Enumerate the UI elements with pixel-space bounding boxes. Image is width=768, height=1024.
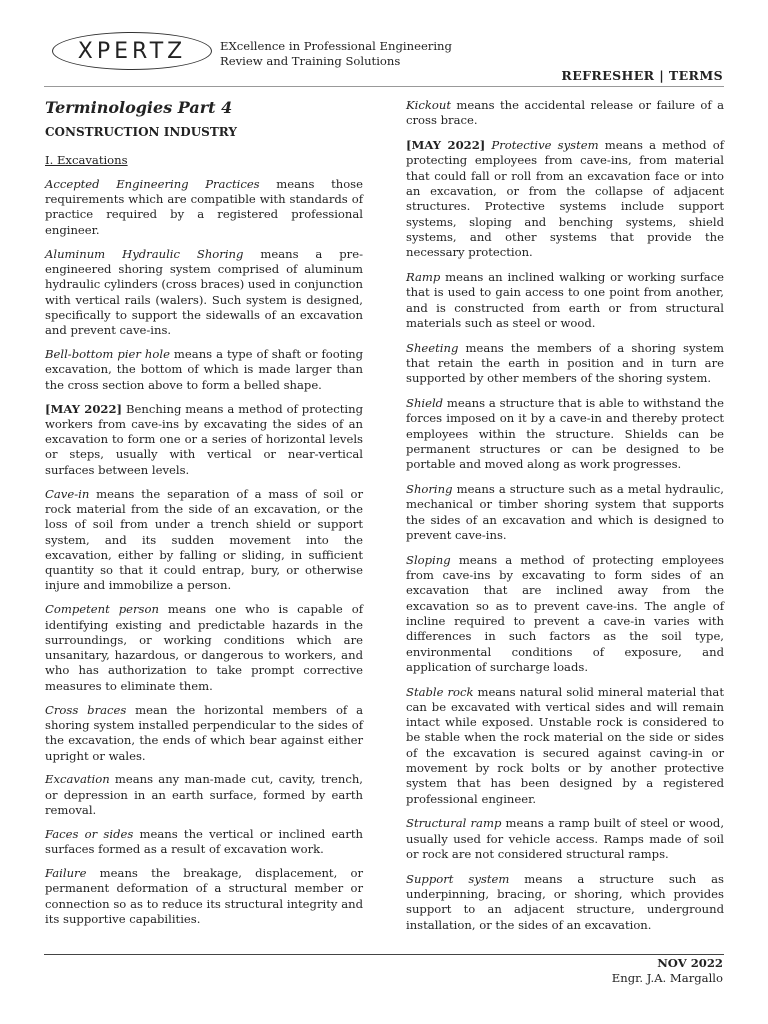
page-header bbox=[0, 0, 768, 90]
entry-term: Structural ramp bbox=[406, 816, 502, 831]
entry-term: Failure bbox=[45, 866, 87, 881]
glossary-entry bbox=[45, 602, 363, 694]
entry-definition: means a pre-engineered shoring system comprised of aluminum hydraulic cylinders (cross braces) used in conjunction with vertical rails (walers). Such system is designed, specifically to support the sidewalls of an excavation and prevent cave-ins. bbox=[45, 246, 363, 338]
glossary-entry bbox=[406, 98, 724, 129]
glossary-entry bbox=[406, 685, 724, 807]
entry-definition: means a structure such as underpinning, bracing, or shoring, which provides support to an adjacent structure, underground installation, or the sides of an excavation. bbox=[406, 871, 724, 932]
entry-term: Cross braces bbox=[45, 702, 127, 717]
entry-definition: means any man-made cut, cavity, trench, or depression in an earth surface, formed by earth removal. bbox=[45, 772, 363, 818]
glossary-entry bbox=[45, 703, 363, 764]
entry-term: Accepted Engineering Practices bbox=[45, 176, 260, 191]
entry-term: Competent person bbox=[45, 602, 159, 617]
entry-definition: Benching means a method of protecting workers from cave-ins by excavating the sides of an excavation to form one or a series of horizontal levels or steps, usually with vertical or near-vertical surfaces between levels. bbox=[45, 401, 363, 477]
entry-definition: means the accidental release or failure of a cross brace. bbox=[406, 98, 724, 128]
glossary-entry bbox=[45, 772, 363, 818]
glossary-entry bbox=[406, 270, 724, 331]
glossary-entry bbox=[45, 347, 363, 393]
tagline-line-2: Review and Training Solutions bbox=[220, 54, 401, 68]
refresher-terms-label: REFRESHER | TERMS bbox=[561, 68, 723, 83]
glossary-entry bbox=[45, 487, 363, 594]
entry-term: Protective system bbox=[485, 138, 599, 153]
page-footer bbox=[612, 956, 723, 986]
entry-definition: means a ramp built of steel or wood, usually used for vehicle access. Ramps made of soil or rock are not considered structural ramps. bbox=[406, 816, 724, 862]
entry-definition: means the members of a shoring system that retain the earth in position and in turn are supported by other members of the shoring system. bbox=[406, 340, 724, 386]
entry-definition: means a structure such as a metal hydraulic, mechanical or timber shoring system that supports the sides of an excavation and which is designed to prevent cave-ins. bbox=[406, 482, 724, 542]
entry-definition: means those requirements which are compatible with standards of practice required by a registered professional engineer. bbox=[45, 176, 363, 237]
glossary-entry bbox=[406, 138, 724, 260]
entry-definition: means a structure that is able to withstand the forces imposed on it by a cave-in and thereby protect employees within the structure. Shields can be permanent structures or can be designed to be portable and moved along as work progresses. bbox=[406, 396, 724, 472]
xpertz-logo bbox=[52, 32, 212, 70]
glossary-entry bbox=[45, 866, 363, 927]
glossary-entry bbox=[406, 396, 724, 472]
footer-date: NOV 2022 bbox=[657, 956, 723, 970]
glossary-entry bbox=[406, 553, 724, 675]
tagline bbox=[220, 39, 452, 69]
entry-term: Sheeting bbox=[406, 340, 459, 355]
entry-term: Shield bbox=[406, 396, 444, 411]
subsection-heading: I. Excavations bbox=[45, 152, 128, 167]
entry-term: Support system bbox=[406, 871, 510, 886]
entry-term: Cave-in bbox=[45, 486, 90, 501]
entry-tag: [MAY 2022] bbox=[406, 138, 486, 153]
entry-definition: means a method of protecting employees from cave-ins, from material that could fall or roll from an excavation face or into an excavation, or from the collapse of adjacent structures. Protective systems include support systems, sloping and benching systems, shield systems, and other systems that provide the necessary protection. bbox=[406, 138, 724, 260]
glossary-entry bbox=[406, 341, 724, 387]
entry-term: Stable rock bbox=[406, 684, 474, 699]
logo-text: XPERTZ bbox=[77, 38, 187, 64]
entry-term: Sloping bbox=[406, 552, 451, 567]
entry-definition: means a method of protecting employees from cave-ins by excavating to form sides of an excavation that are inclined away from the excavation so as to prevent cave-ins. The angle of incline required to prevent a cave-in varies with differences in such factors as the soil type, environmental conditions of exposure, and application of surcharge loads. bbox=[406, 552, 724, 674]
entry-definition: means natural solid mineral material that can be excavated with vertical sides and will remain intact while exposed. Unstable rock is considered to be stable when the rock material on the side or sides of the excavation is secured against caving-in or movement by rock bolts or by another protective system that has been designed by a registered professional engineer. bbox=[406, 684, 724, 806]
entry-term: Shoring bbox=[406, 482, 453, 497]
glossary-entry bbox=[45, 247, 363, 339]
glossary-entry bbox=[45, 827, 363, 858]
entry-definition: means an inclined walking or working surface that is used to gain access to one point from another, and is constructed from earth or from structural materials such as steel or wood. bbox=[406, 269, 724, 330]
entry-term: Bell-bottom pier hole bbox=[45, 347, 170, 362]
entry-definition: means one who is capable of identifying existing and predictable hazards in the surroundings, or working conditions which are unsanitary, hazardous, or dangerous to workers, and who has authorization to take prompt corrective measures to eliminate them. bbox=[45, 602, 363, 693]
footer-divider bbox=[44, 954, 724, 955]
glossary-entry bbox=[45, 402, 363, 478]
entry-definition: means the vertical or inclined earth surfaces formed as a result of excavation work. bbox=[45, 826, 363, 857]
left-entries-list bbox=[45, 177, 363, 927]
entry-term: Excavation bbox=[45, 772, 110, 787]
right-column bbox=[406, 98, 724, 943]
glossary-entry bbox=[406, 482, 724, 543]
glossary-entry bbox=[406, 816, 724, 862]
entry-definition: means the breakage, displacement, or permanent deformation of a structural member or connection so as to reduce its structural integrity and its supportive capabilities. bbox=[45, 866, 363, 926]
entry-tag: [MAY 2022] bbox=[45, 401, 123, 416]
entry-definition: mean the horizontal members of a shoring system installed perpendicular to the sides of the excavation, the ends of which bear against either upright or wales. bbox=[45, 702, 363, 763]
entry-term: Aluminum Hydraulic Shoring bbox=[45, 246, 244, 261]
entry-term: Faces or sides bbox=[45, 826, 134, 841]
entry-term: Kickout bbox=[406, 98, 451, 112]
entry-definition: means a type of shaft or footing excavation, the bottom of which is made larger than the cross section above to form a belled shape. bbox=[45, 347, 364, 392]
left-column bbox=[45, 98, 363, 936]
entry-definition: means the separation of a mass of soil or rock material from the side of an excavation, or the loss of soil from under a trench shield or support system, and its sudden movement into the excavation, either by falling or sliding, in sufficient quantity so that it could entrap, bury, or otherwise injure and immobilize a person. bbox=[45, 486, 363, 593]
footer-author: Engr. J.A. Margallo bbox=[611, 971, 723, 985]
glossary-entry bbox=[45, 177, 363, 238]
section-heading: CONSTRUCTION INDUSTRY bbox=[45, 125, 237, 140]
glossary-entry bbox=[406, 872, 724, 933]
right-entries-list bbox=[406, 98, 724, 933]
tagline-line-1: EXcellence in Professional Engineering bbox=[220, 39, 452, 53]
entry-term: Ramp bbox=[406, 269, 441, 284]
header-divider bbox=[44, 86, 724, 87]
document-title: Terminologies Part 4 bbox=[45, 98, 233, 117]
